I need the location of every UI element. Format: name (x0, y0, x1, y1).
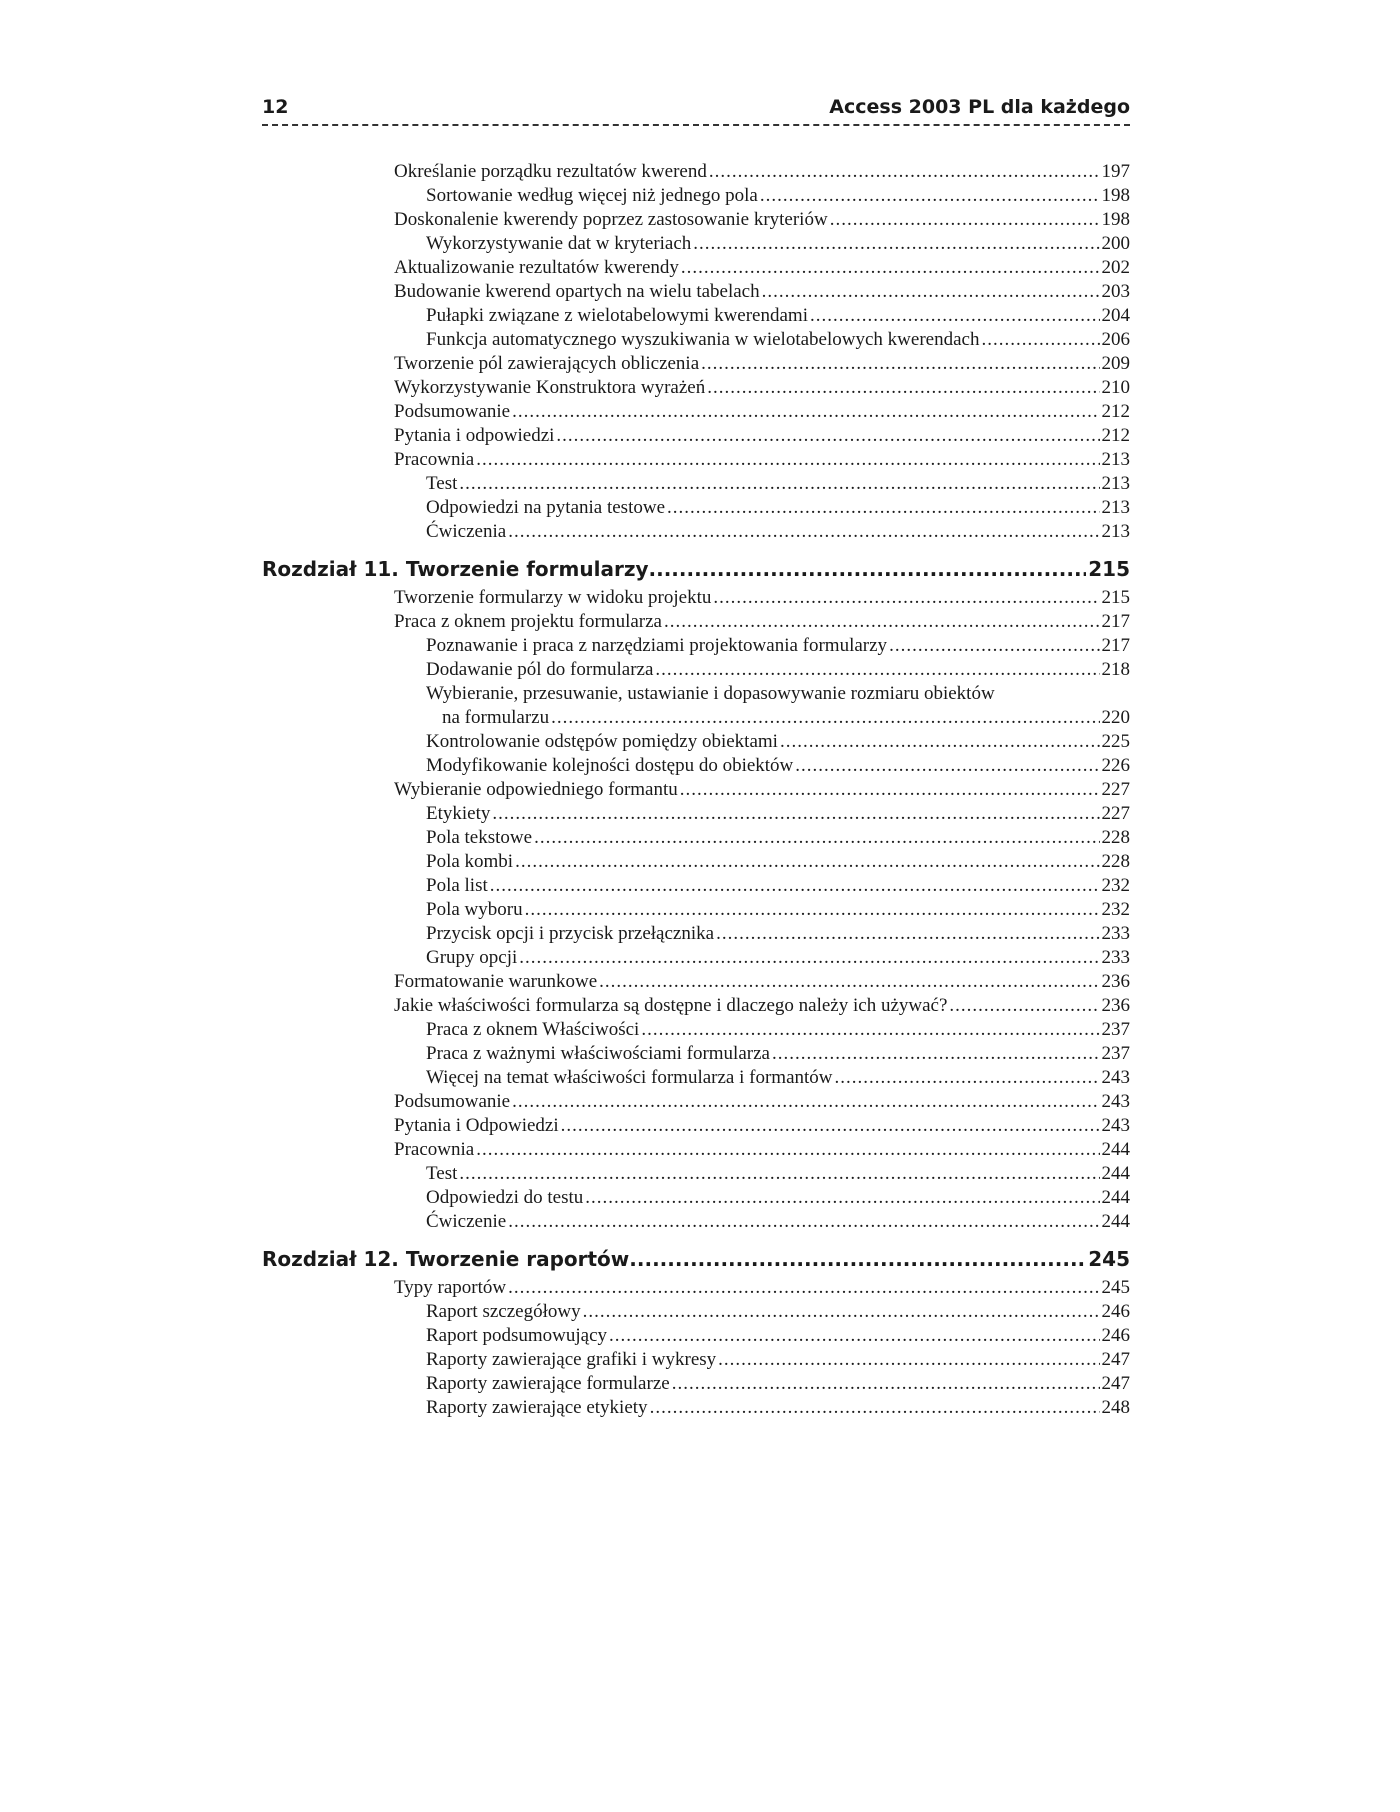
toc-entry (262, 1300, 1130, 1324)
toc-entry-page: 243 (1101, 1067, 1130, 1088)
dot-leader (795, 754, 1099, 778)
dot-leader (649, 554, 1087, 584)
dot-leader (551, 706, 1099, 730)
toc-entry-page: 203 (1101, 281, 1130, 302)
toc-entry-page: 247 (1101, 1349, 1130, 1370)
toc-entry (262, 376, 1130, 400)
toc-entry (262, 898, 1130, 922)
toc-entry-page: 244 (1101, 1163, 1130, 1184)
dot-leader (525, 898, 1100, 922)
toc-entry-page: 217 (1101, 611, 1130, 632)
toc-entry-page: 202 (1101, 257, 1130, 278)
toc-entry-page: 213 (1101, 473, 1130, 494)
toc-entry-page: 210 (1101, 377, 1130, 398)
dot-leader (693, 232, 1099, 256)
dot-leader (561, 1114, 1100, 1138)
dot-leader (760, 184, 1100, 208)
toc-entry-title: Odpowiedzi na pytania testowe (426, 497, 666, 518)
toc-entry-title: Pola list (426, 875, 488, 896)
toc-entry (262, 304, 1130, 328)
dot-leader (519, 946, 1099, 970)
toc-entry-title: Tworzenie formularzy w widoku projektu (394, 587, 712, 608)
dot-leader (476, 448, 1099, 472)
dot-leader (981, 328, 1099, 352)
toc-entry-page: 247 (1101, 1373, 1130, 1394)
dot-leader (609, 1324, 1099, 1348)
toc-entry-page: 243 (1101, 1115, 1130, 1136)
toc-entry (262, 802, 1130, 826)
toc-entry-title: Podsumowanie (394, 1091, 511, 1112)
toc-entry-page: 198 (1101, 185, 1130, 206)
toc-entry-page: 237 (1101, 1019, 1130, 1040)
toc-group-ch12 (262, 1276, 1130, 1420)
toc-entry-page: 233 (1101, 947, 1130, 968)
toc-entry (262, 922, 1130, 946)
dot-leader (780, 730, 1100, 754)
dot-leader (512, 400, 1099, 424)
toc-entry-page: 197 (1101, 161, 1130, 182)
dot-leader (835, 1066, 1100, 1090)
toc-entry (262, 1114, 1130, 1138)
toc-entry (262, 730, 1130, 754)
toc-entry-title: Określanie porządku rezultatów kwerend (394, 161, 707, 182)
toc-entry-page: 246 (1101, 1325, 1130, 1346)
toc-entry-title: Pytania i Odpowiedzi (394, 1115, 559, 1136)
toc-entry-title: Raporty zawierające formularze (426, 1373, 670, 1394)
dot-leader (629, 1244, 1086, 1274)
toc-entry (262, 754, 1130, 778)
dot-leader (556, 424, 1099, 448)
toc-entry (262, 520, 1130, 544)
toc-entry-title: Przycisk opcji i przycisk przełącznika (426, 923, 715, 944)
toc-entry-title: Wykorzystywanie dat w kryteriach (426, 233, 692, 254)
toc-entry (262, 1324, 1130, 1348)
dot-leader (508, 1276, 1099, 1300)
toc-entry-page: 215 (1101, 587, 1130, 608)
toc-entry-page: 218 (1101, 659, 1130, 680)
toc-entry-title: Test (426, 1163, 458, 1184)
toc-entry-page: 212 (1101, 425, 1130, 446)
toc-entry-title: Kontrolowanie odstępów pomiędzy obiektami (426, 731, 778, 752)
toc-entry-title: Raporty zawierające etykiety (426, 1397, 648, 1418)
toc-group-ch11-b (262, 730, 1130, 1234)
toc-entry-title: Ćwiczenie (426, 1211, 507, 1232)
toc-entry-title: Praca z ważnymi właściwościami formularza (426, 1043, 770, 1064)
toc-entry-page: 233 (1101, 923, 1130, 944)
toc-entry (262, 496, 1130, 520)
dot-leader (508, 520, 1099, 544)
toc-entry (262, 352, 1130, 376)
chapter-title: Rozdział 12. Tworzenie raportów (262, 1247, 630, 1271)
toc-entry-title: Poznawanie i praca z narzędziami projektowania formularzy (426, 635, 888, 656)
toc-entry-title: Aktualizowanie rezultatów kwerendy (394, 257, 679, 278)
toc-entry (262, 1018, 1130, 1042)
toc-entry-title: Grupy opcji (426, 947, 518, 968)
toc-group-top (262, 160, 1130, 544)
toc-entry-page: 213 (1101, 449, 1130, 470)
toc-entry-title: Formatowanie warunkowe (394, 971, 598, 992)
toc-entry (262, 874, 1130, 898)
toc-entry (262, 1210, 1130, 1234)
toc-entry-page: 213 (1101, 497, 1130, 518)
toc-entry (262, 400, 1130, 424)
toc-entry (262, 184, 1130, 208)
toc-entry (262, 1138, 1130, 1162)
toc-entry-title: Etykiety (426, 803, 491, 824)
dot-leader (889, 634, 1099, 658)
dot-leader (583, 1300, 1100, 1324)
toc-entry (262, 946, 1130, 970)
toc-entry-title: Pracownia (394, 1139, 475, 1160)
dot-leader (655, 658, 1099, 682)
dot-leader (667, 496, 1099, 520)
toc-entry (262, 472, 1130, 496)
toc-entry-title: Raport szczegółowy (426, 1301, 581, 1322)
dot-leader (810, 304, 1100, 328)
dot-leader (718, 1348, 1099, 1372)
toc-entry (262, 1042, 1130, 1066)
dot-leader (585, 1186, 1099, 1210)
toc-group-ch11-a (262, 586, 1130, 682)
toc-entry (262, 160, 1130, 184)
toc-entry-title: Test (426, 473, 458, 494)
dot-leader (599, 970, 1099, 994)
dot-leader (672, 1372, 1100, 1396)
toc-entry-title: Budowanie kwerend opartych na wielu tabelach (394, 281, 760, 302)
toc-entry-title: Więcej na temat właściwości formularza i formantów (426, 1067, 833, 1088)
toc-entry (262, 658, 1130, 682)
toc-entry (262, 328, 1130, 352)
toc-entry (262, 208, 1130, 232)
dot-leader (534, 826, 1099, 850)
toc-entry-page: 246 (1101, 1301, 1130, 1322)
dot-leader (830, 208, 1100, 232)
dot-leader (713, 586, 1099, 610)
chapter-heading-11 (262, 554, 1130, 584)
toc-entry (262, 778, 1130, 802)
toc-entry-page: 245 (1101, 1277, 1130, 1298)
toc-entry-title: Pytania i odpowiedzi (394, 425, 555, 446)
toc-entry-title: Funkcja automatycznego wyszukiwania w wielotabelowych kwerendach (426, 329, 980, 350)
toc-entry (262, 1090, 1130, 1114)
header-rule (262, 124, 1130, 126)
toc-entry-page: 244 (1101, 1187, 1130, 1208)
dot-leader (515, 850, 1099, 874)
toc-entry (262, 1276, 1130, 1300)
toc-entry-title: Wykorzystywanie Konstruktora wyrażeń (394, 377, 706, 398)
chapter-title: Rozdział 11. Tworzenie formularzy (262, 557, 649, 581)
toc-entry (262, 1162, 1130, 1186)
toc-entry-page: 209 (1101, 353, 1130, 374)
dot-leader (459, 1162, 1099, 1186)
page-number: 12 (262, 96, 289, 118)
toc-entry-title: Pola wyboru (426, 899, 523, 920)
dot-leader (492, 802, 1099, 826)
table-of-contents (262, 160, 1130, 1420)
toc-entry-title: Wybieranie odpowiedniego formantu (394, 779, 678, 800)
toc-entry (262, 610, 1130, 634)
toc-entry-page: 248 (1101, 1397, 1130, 1418)
toc-entry (262, 424, 1130, 448)
dot-leader (664, 610, 1100, 634)
dot-leader (949, 994, 1099, 1018)
toc-entry-title: Pracownia (394, 449, 475, 470)
dot-leader (650, 1396, 1100, 1420)
toc-entry-title: na formularzu (442, 707, 550, 728)
chapter-page: 245 (1088, 1247, 1130, 1271)
toc-entry-page: 213 (1101, 521, 1130, 542)
chapter-heading-12 (262, 1244, 1130, 1274)
toc-entry-title: Podsumowanie (394, 401, 511, 422)
dot-leader (772, 1042, 1100, 1066)
toc-entry-page: 228 (1101, 827, 1130, 848)
dot-leader (641, 1018, 1099, 1042)
toc-entry (262, 1066, 1130, 1090)
toc-entry (262, 280, 1130, 304)
toc-entry-page: 200 (1101, 233, 1130, 254)
toc-entry-page: 227 (1101, 803, 1130, 824)
toc-entry-page: 237 (1101, 1043, 1130, 1064)
dot-leader (762, 280, 1100, 304)
toc-entry-title: Odpowiedzi do testu (426, 1187, 584, 1208)
toc-entry-page: 206 (1101, 329, 1130, 350)
toc-entry-wrapped-line2 (262, 706, 1130, 730)
toc-entry-page: 243 (1101, 1091, 1130, 1112)
toc-entry (262, 232, 1130, 256)
toc-entry (262, 850, 1130, 874)
dot-leader (459, 472, 1099, 496)
dot-leader (681, 256, 1100, 280)
toc-entry-title: Dodawanie pól do formularza (426, 659, 654, 680)
toc-entry-page: 204 (1101, 305, 1130, 326)
toc-entry-page: 232 (1101, 875, 1130, 896)
toc-entry (262, 1348, 1130, 1372)
toc-entry (262, 994, 1130, 1018)
toc-entry-title: Raporty zawierające grafiki i wykresy (426, 1349, 717, 1370)
dot-leader (701, 352, 1099, 376)
toc-entry-page: 225 (1101, 731, 1130, 752)
toc-entry-page: 198 (1101, 209, 1130, 230)
toc-entry (262, 1372, 1130, 1396)
dot-leader (476, 1138, 1099, 1162)
toc-entry (262, 586, 1130, 610)
toc-entry-title: Ćwiczenia (426, 521, 507, 542)
toc-entry-page: 212 (1101, 401, 1130, 422)
toc-entry-page: 236 (1101, 971, 1130, 992)
toc-entry-title: Pułapki związane z wielotabelowymi kwerendami (426, 305, 808, 326)
toc-entry-title: Typy raportów (394, 1277, 507, 1298)
toc-entry (262, 970, 1130, 994)
toc-entry-title: Tworzenie pól zawierających obliczenia (394, 353, 700, 374)
toc-entry-wrapped-line1: Wybieranie, przesuwanie, ustawianie i dopasowywanie rozmiaru obiektów (426, 683, 995, 704)
book-title: Access 2003 PL dla każdego (829, 96, 1130, 118)
toc-entry-page: 236 (1101, 995, 1130, 1016)
dot-leader (716, 922, 1099, 946)
toc-entry-title: Raport podsumowujący (426, 1325, 608, 1346)
dot-leader (680, 778, 1100, 802)
toc-entry (262, 1186, 1130, 1210)
dot-leader (508, 1210, 1099, 1234)
toc-entry-page: 220 (1101, 707, 1130, 728)
toc-entry-title: Pola kombi (426, 851, 514, 872)
toc-entry-title: Jakie właściwości formularza są dostępne i dlaczego należy ich używać? (394, 995, 948, 1016)
dot-leader (707, 376, 1099, 400)
toc-entry (262, 256, 1130, 280)
toc-entry-page: 227 (1101, 779, 1130, 800)
toc-entry-title: Praca z oknem Właściwości (426, 1019, 640, 1040)
toc-entry (262, 1396, 1130, 1420)
toc-entry-title: Doskonalenie kwerendy poprzez zastosowanie kryteriów (394, 209, 828, 230)
dot-leader (709, 160, 1100, 184)
toc-entry-page: 244 (1101, 1139, 1130, 1160)
page-header (262, 96, 1130, 124)
chapter-page: 215 (1088, 557, 1130, 581)
toc-entry-page: 228 (1101, 851, 1130, 872)
toc-entry-page: 217 (1101, 635, 1130, 656)
toc-entry-title: Pola tekstowe (426, 827, 533, 848)
toc-entry-title: Praca z oknem projektu formularza (394, 611, 662, 632)
toc-entry-page: 232 (1101, 899, 1130, 920)
toc-entry-page: 244 (1101, 1211, 1130, 1232)
toc-entry (262, 826, 1130, 850)
dot-leader (512, 1090, 1099, 1114)
toc-entry (262, 634, 1130, 658)
toc-entry-page: 226 (1101, 755, 1130, 776)
toc-entry-title: Modyfikowanie kolejności dostępu do obiektów (426, 755, 794, 776)
toc-entry (262, 448, 1130, 472)
dot-leader (490, 874, 1100, 898)
toc-entry-title: Sortowanie według więcej niż jednego pola (426, 185, 758, 206)
